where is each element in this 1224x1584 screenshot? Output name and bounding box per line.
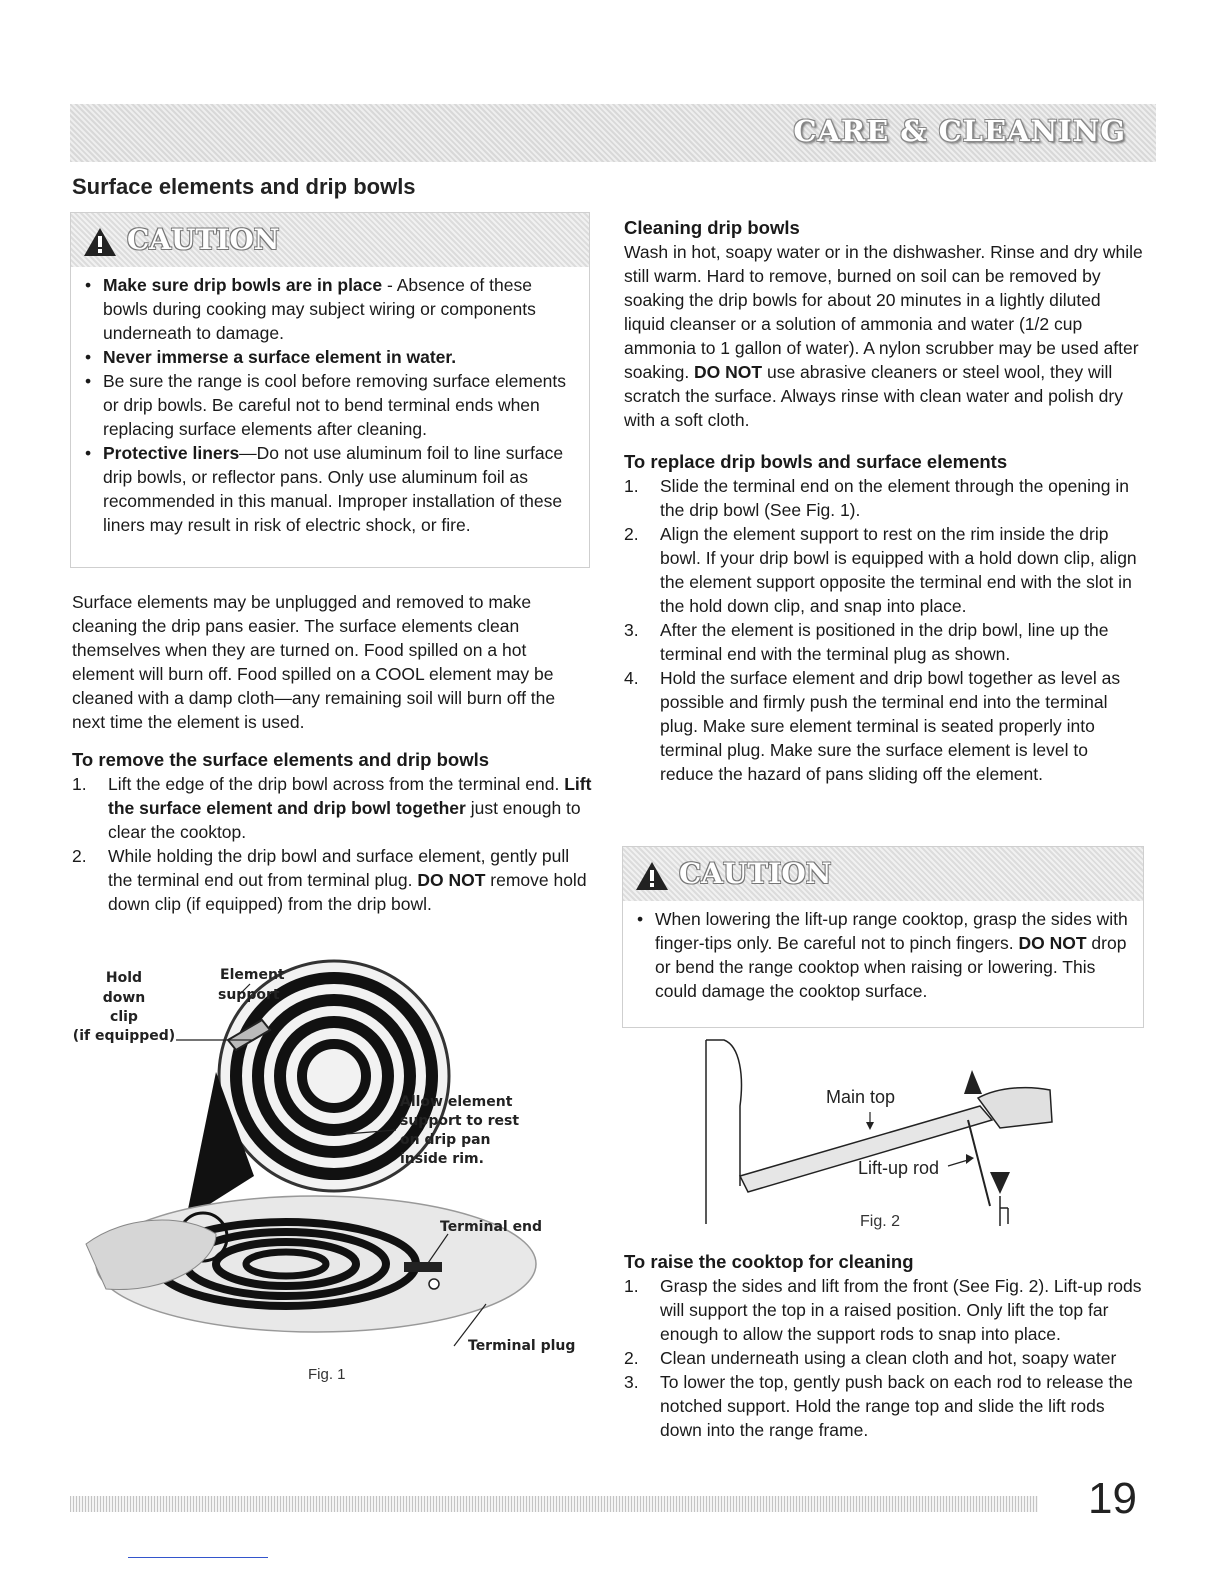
raise-heading: To raise the cooktop for cleaning (624, 1251, 914, 1272)
warning-triangle-icon (635, 861, 669, 891)
caution-item (85, 273, 579, 345)
label-terminal-end: Terminal end (440, 1219, 543, 1235)
label-main-top: Main top (826, 1087, 896, 1107)
cleaning-text: use abrasive cleaners or steel wool, they will scratch the surface. Always rinse with clean water and polish dry with a soft cloth. (624, 362, 1123, 430)
step-item (72, 772, 592, 844)
leader-arrow-head (866, 1122, 874, 1130)
step-item (624, 1274, 1148, 1346)
replace-heading: To replace drip bowls and surface elements (624, 451, 1008, 472)
figure-2-caption: Fig. 2 (860, 1213, 901, 1230)
replace-section (624, 450, 1144, 786)
cleaning-text: Wash in hot, soapy water or in the dishwasher. Rinse and dry while still warm. Hard to remove, burned on soil can be removed by soaking the drip bowls for about 20 minutes in a lightly diluted liquid cleanser or a solution of ammonia and water (1/2 cup ammonia to 1 gallon of water). A nylon scrubber may be used after soaking. (624, 242, 1143, 382)
label-terminal-plug: Terminal plug (468, 1338, 576, 1354)
step-bold: DO NOT (417, 870, 486, 890)
step-text: Clean underneath using a clean cloth and hot, soapy water (660, 1348, 1117, 1368)
remove-section (72, 748, 592, 916)
step-number: 3. (624, 1372, 639, 1392)
caution-list (623, 901, 1143, 1011)
leader-arrow-head (966, 1154, 974, 1164)
footer-link-underline[interactable] (128, 1557, 268, 1558)
step-item (624, 1370, 1148, 1442)
step-number: 2. (624, 524, 639, 544)
label-lift-up-rod: Lift-up rod (858, 1158, 940, 1178)
step-text: Grasp the sides and lift from the front (See Fig. 2). Lift-up rods will support the top in a raised position. Only lift the top far enough to allow the support rods to snap into place. (660, 1276, 1142, 1344)
step-item (624, 522, 1144, 618)
caution-box-1 (70, 212, 590, 568)
caution-item-bold: Protective liners (103, 443, 240, 463)
lift-up-rod-shape (968, 1120, 990, 1206)
caution-item-text: drop or bend the range cooktop when raising or lowering. This could damage the cooktop surface. (655, 933, 1127, 1001)
main-top-shape (740, 1106, 992, 1192)
caution-list (71, 267, 589, 545)
remove-steps (72, 772, 592, 916)
caution-item-text: When lowering the lift-up range cooktop, grasp the sides with finger-tips only. Be careful not to pinch fingers. (655, 909, 1128, 953)
caution-item-text: —Do not use aluminum foil to line surface drip bowls, or reflector pans. Only use aluminum foil as recommended in this manual. Improper installation of these liners may result in risk of electric shock, or fire. (103, 443, 564, 535)
replace-steps (624, 474, 1144, 786)
step-text: Lift the edge of the drip bowl across from the terminal end. (108, 774, 565, 794)
caution-header (623, 847, 1143, 901)
remove-heading: To remove the surface elements and drip bowls (72, 749, 490, 770)
section-header-title: CARE & CLEANING (793, 114, 1126, 148)
step-item (624, 1346, 1148, 1370)
header-band (70, 104, 1156, 162)
step-number: 1. (72, 774, 87, 794)
page-number: 19 (1088, 1474, 1137, 1523)
step-text: To lower the top, gently push back on each rod to release the notched support. Hold the range top and slide the lift rods down into the range frame. (660, 1372, 1133, 1440)
step-text: remove hold down clip (if equipped) from the drip bowl. (108, 870, 587, 914)
terminal-end-shape (404, 1262, 442, 1272)
arrow-up-icon (964, 1070, 982, 1094)
figure-1-illustration (66, 944, 592, 1364)
step-text: Hold the surface element and drip bowl together as level as possible and firmly push the terminal end into the terminal plug. Make sure element terminal is seated properly into terminal plug. Make sure the surface element is level to reduce the hazard of pans sliding off the element. (660, 668, 1121, 784)
step-bold: Lift the surface element and drip bowl together (108, 774, 592, 818)
step-number: 3. (624, 620, 639, 640)
label-inside-rim: inside rim. (400, 1151, 484, 1167)
label-clip: clip (110, 1009, 138, 1025)
cleaning-bold: DO NOT (694, 362, 763, 382)
label-allow-element: Allow element (400, 1094, 513, 1110)
raise-section (624, 1250, 1148, 1442)
step-number: 2. (624, 1348, 639, 1368)
step-text: After the element is positioned in the drip bowl, line up the terminal end with the terminal plug as shown. (660, 620, 1109, 664)
arrow-down-icon (990, 1172, 1010, 1194)
caution-item (637, 907, 1133, 1003)
label-hold: Hold (105, 970, 143, 986)
step-item (72, 844, 592, 916)
caution-item-text: Be sure the range is cool before removing surface elements or drip bowls. Be careful not to bend terminal ends when replacing surface elements after cleaning. (103, 371, 567, 439)
caution-item-bold: DO NOT (1018, 933, 1087, 953)
caution-item-bold: Make sure drip bowls are in place (103, 275, 383, 295)
caution-item-text: - Absence of these bowls during cooking may subject wiring or components underneath to damage. (103, 275, 536, 343)
caution-header (71, 213, 589, 267)
label-down: down (102, 990, 146, 1006)
leader-arrow (948, 1160, 968, 1166)
step-item (624, 474, 1144, 522)
cleaning-heading: Cleaning drip bowls (624, 217, 800, 238)
figure-2-illustration (700, 1036, 1060, 1236)
label-on-drip-pan: on drip pan (400, 1132, 491, 1148)
figure-1-caption: Fig. 1 (308, 1366, 346, 1383)
warning-triangle-icon (83, 227, 117, 257)
cleaning-section (624, 216, 1144, 432)
step-text: While holding the drip bowl and surface element, gently pull the terminal end out from terminal plug. (108, 846, 570, 890)
label-element: Element (220, 967, 285, 983)
terminal-plug-shape (429, 1279, 439, 1289)
caution-box-2 (622, 846, 1144, 1028)
page-title: Surface elements and drip bowls (72, 174, 416, 199)
caution-item (85, 369, 579, 441)
label-if-equipped: (if equipped) (72, 1028, 176, 1044)
step-item (624, 666, 1144, 786)
caution-label: CAUTION (679, 857, 832, 890)
step-item (624, 618, 1144, 666)
step-text: just enough to clear the cooktop. (108, 798, 581, 842)
step-number: 2. (72, 846, 87, 866)
caution-item (85, 345, 579, 369)
step-text: Slide the terminal end on the element through the opening in the drip bowl (See Fig. 1). (660, 476, 1129, 520)
step-number: 1. (624, 1276, 639, 1296)
label-support-to-rest: support to rest (400, 1113, 520, 1129)
hand-illustration (978, 1088, 1052, 1128)
intro-paragraph: Surface elements may be unplugged and removed to make cleaning the drip pans easier. The surface elements clean themselves when they are turned on. Food spilled on a hot element will burn off. Food spilled on a COOL element may be cleaned with a damp cloth—any remaining soil will burn off the next time the element is used. (72, 592, 556, 732)
step-number: 1. (624, 476, 639, 496)
step-text: Align the element support to rest on the rim inside the drip bowl. If your drip bowl is equipped with a hold down clip, align the element support opposite the terminal end with the slot in the hold down clip, and snap into place. (660, 524, 1137, 616)
footer-band (70, 1496, 1038, 1512)
caution-label: CAUTION (127, 223, 280, 256)
caution-item (85, 441, 579, 537)
raise-steps (624, 1274, 1148, 1442)
label-support: support (218, 987, 280, 1003)
caution-item-bold: Never immerse a surface element in water. (103, 347, 457, 367)
backguard (706, 1040, 741, 1186)
step-number: 4. (624, 668, 639, 688)
